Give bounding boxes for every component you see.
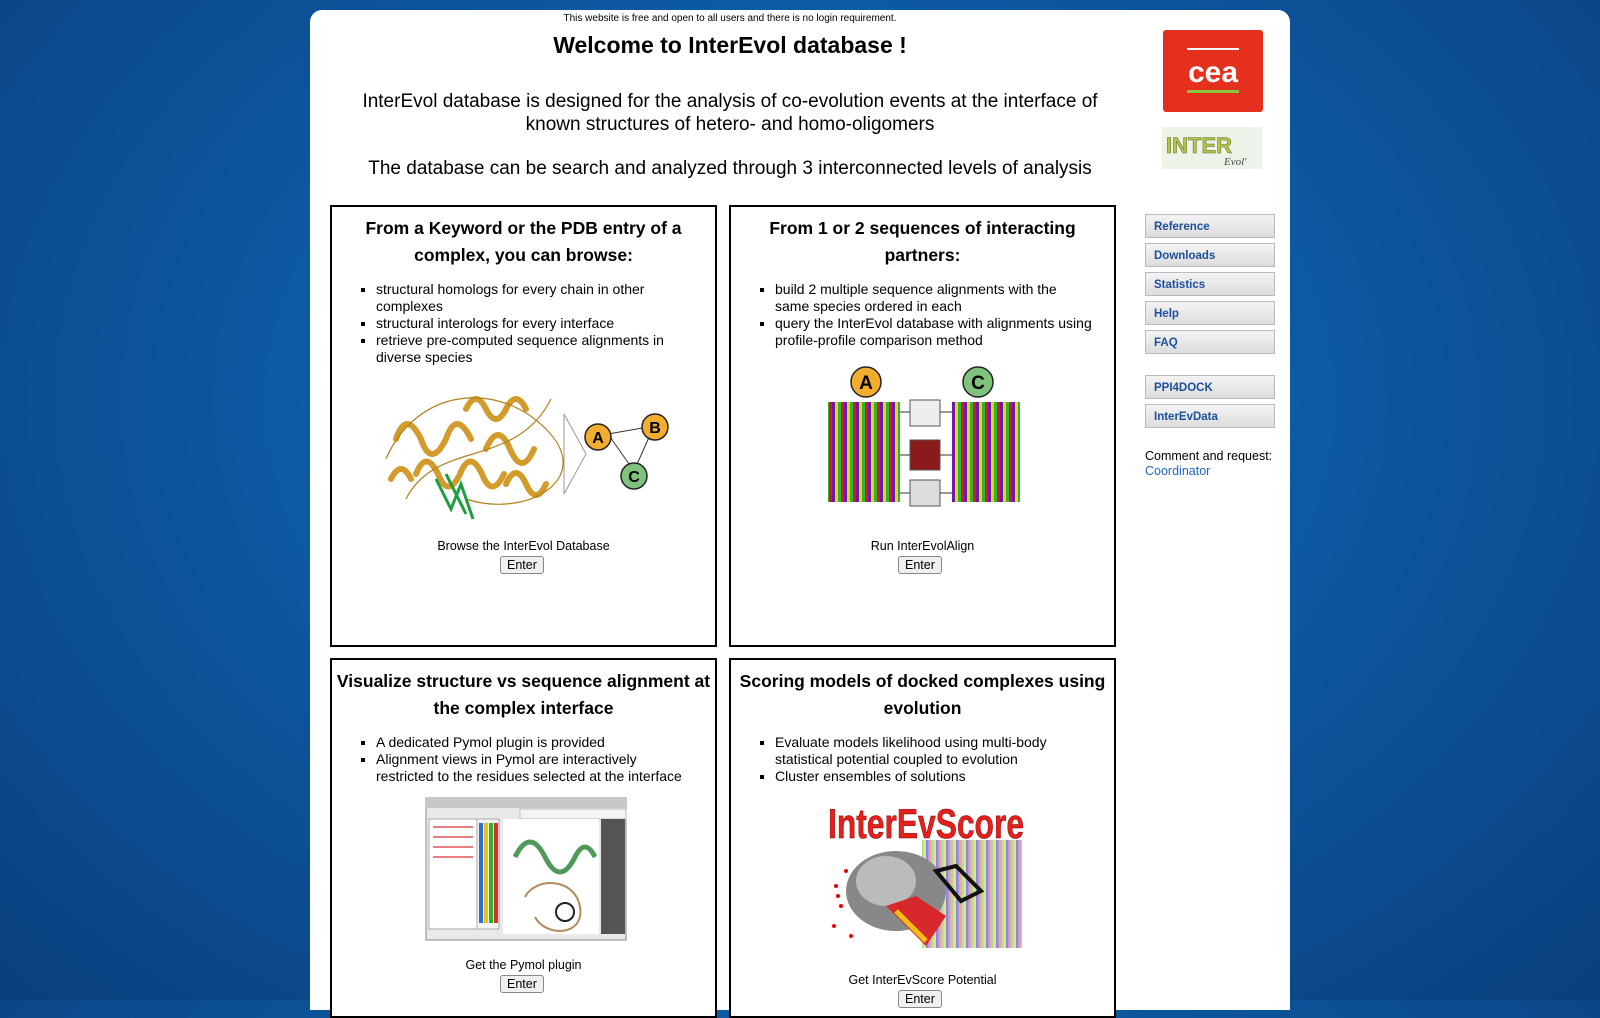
sidebar-item-downloads[interactable]: Downloads (1145, 243, 1275, 267)
browse-enter-button[interactable]: Enter (500, 556, 544, 574)
list-item: ▪ Alignment views in Pymol are interactively restricted to the residues selected at the interface (376, 751, 695, 785)
interevscore-logo-text: InterEvScore (828, 800, 1024, 847)
panel-align-title: From 1 or 2 sequences of interacting partners: (769, 218, 1076, 265)
panel-score (729, 658, 1116, 1018)
panel-pymol-title: Visualize structure vs sequence alignment at the complex interface (336, 671, 711, 718)
interevol-logo-text: INTER (1166, 133, 1232, 158)
node-c-label: C (628, 469, 640, 486)
panel-pymol (330, 658, 717, 1018)
interevol-logo[interactable] (1162, 127, 1262, 169)
protein-structure-figure (376, 379, 676, 529)
comment-section (1145, 450, 1275, 478)
main-page (310, 10, 1290, 1010)
sidebar-menu (1145, 214, 1275, 359)
sidebar-item-faq[interactable]: FAQ (1145, 330, 1275, 354)
alignment-figure (826, 362, 1026, 512)
page-title: Welcome to InterEvol database ! (553, 32, 907, 58)
pymol-enter-button[interactable]: Enter (500, 975, 544, 993)
list-item: ▪ Evaluate models likelihood using multi-body statistical potential coupled to evolution (775, 734, 1094, 768)
comment-label: Comment and request: (1145, 449, 1273, 463)
cea-logo-mark (1163, 30, 1263, 112)
free-access-note: This website is free and open to all users and there is no login requirement. (563, 13, 897, 24)
panel-pymol-list (358, 734, 695, 785)
node-c-label: C (971, 373, 985, 394)
cea-logo-text: cea (1187, 56, 1239, 89)
list-item: ▪ A dedicated Pymol plugin is provided (376, 734, 695, 751)
align-action-label: Run InterEvolAlign (870, 539, 975, 553)
node-b-label: B (649, 420, 661, 437)
pymol-screenshot-figure (425, 797, 627, 941)
score-enter-button[interactable]: Enter (898, 990, 942, 1008)
list-item: ▪ query the InterEvol database with alignments using profile-profile comparison method (775, 315, 1094, 349)
coordinator-link[interactable]: Coordinator (1145, 464, 1211, 478)
interevol-logo-mark (1162, 127, 1262, 169)
align-enter-button[interactable]: Enter (898, 556, 942, 574)
pymol-action-label: Get the Pymol plugin (465, 958, 582, 972)
panel-align (729, 205, 1116, 647)
panel-score-list (757, 734, 1094, 785)
sidebar-item-reference[interactable]: Reference (1145, 214, 1275, 238)
score-action-label: Get InterEvScore Potential (848, 973, 997, 987)
panel-score-title: Scoring models of docked complexes using evolution (739, 671, 1106, 718)
sidebar-item-interevdata[interactable]: InterEvData (1145, 404, 1275, 428)
node-a-label: A (592, 430, 604, 447)
list-item: ▪ retrieve pre-computed sequence alignments in diverse species (376, 332, 695, 366)
panel-browse (330, 205, 717, 647)
list-item: ▪ structural interologs for every interface (376, 315, 695, 332)
list-item: ▪ structural homologs for every chain in other complexes (376, 281, 695, 315)
list-item: ▪ build 2 multiple sequence alignments with the same species ordered in each (775, 281, 1094, 315)
sidebar-menu-secondary (1145, 375, 1275, 433)
list-item: ▪ Cluster ensembles of solutions (775, 768, 1094, 785)
sidebar-item-ppi4dock[interactable]: PPI4DOCK (1145, 375, 1275, 399)
browse-action-label: Browse the InterEvol Database (437, 539, 610, 553)
panel-browse-title: From a Keyword or the PDB entry of a complex, you can browse: (365, 218, 682, 265)
panel-browse-list (358, 281, 695, 366)
interevol-logo-subtext: Evol' (1224, 156, 1247, 168)
sidebar-item-help[interactable]: Help (1145, 301, 1275, 325)
node-a-label: A (859, 373, 873, 394)
levels-description: The database can be search and analyzed through 3 interconnected levels of analysis (368, 158, 1092, 179)
sidebar-item-statistics[interactable]: Statistics (1145, 272, 1275, 296)
database-description: InterEvol database is designed for the analysis of co-evolution events at the interface of known structures of hetero- and homo-oligomers (362, 91, 1098, 135)
interevscore-logo-figure (826, 796, 1026, 958)
cea-logo[interactable] (1163, 30, 1263, 112)
panel-align-list (757, 281, 1094, 349)
